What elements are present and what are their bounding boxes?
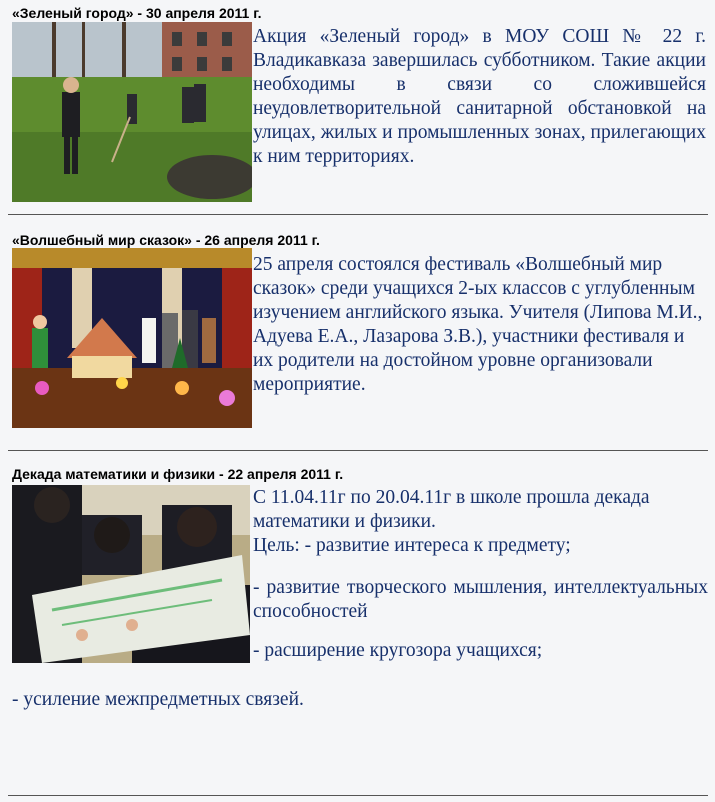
news-title-volshebny-mir[interactable]: «Волшебный мир сказок» - 26 апреля 2011 г. (12, 232, 320, 248)
subbotnik-photo (12, 22, 252, 202)
news-title-zeleny-gorod[interactable]: «Зеленый город» - 30 апреля 2011 г. (12, 5, 262, 21)
news-line-goal: Цель: - развитие интереса к предмету; (253, 535, 571, 556)
news-line-interdisciplinary: - усиление межпредметных связей. (12, 689, 304, 710)
news-text-zeleny-gorod: Акция «Зеленый город» в МОУ СОШ № 22 г. Владикавказа завершилась субботником. Такие акции необходимы в связи со сложившейся неудовлетворительной санитарной обстановкой на улицах, жилых и промышленных зонах, прилегающих к ним территориях. (253, 26, 706, 167)
festival-photo (12, 248, 252, 428)
news-title-dekada-matematiki[interactable]: Декада математики и физики - 22 апреля 2011 г. (12, 466, 344, 482)
news-photo-festival[interactable] (12, 248, 252, 428)
news-line-horizon: - расширение кругозора учащихся; (253, 640, 543, 661)
news-text-dekada-matematiki (253, 486, 708, 663)
news-divider (8, 450, 708, 451)
news-line-creative-thinking: - развитие творческого мышления, интеллектуальных способностей (253, 577, 708, 622)
news-line-dates: С 11.04.11г по 20.04.11г в школе прошла декада математики и физики. (253, 487, 650, 532)
news-photo-subbotnik[interactable] (12, 22, 252, 202)
news-photo-math-decade[interactable] (12, 485, 250, 663)
math-decade-photo (12, 485, 250, 663)
news-divider (8, 795, 708, 796)
news-divider (8, 214, 708, 215)
news-text-volshebny-mir: 25 апреля состоялся фестиваль «Волшебный мир сказок» среди учащихся 2-ых классов с углубленным изучением английского языка. Учителя (Липова М.И., Адуева Е.А., Лазарова З.В.), участники фестиваля и их родители на достойном уровне организовали мероприятие. (253, 254, 703, 395)
